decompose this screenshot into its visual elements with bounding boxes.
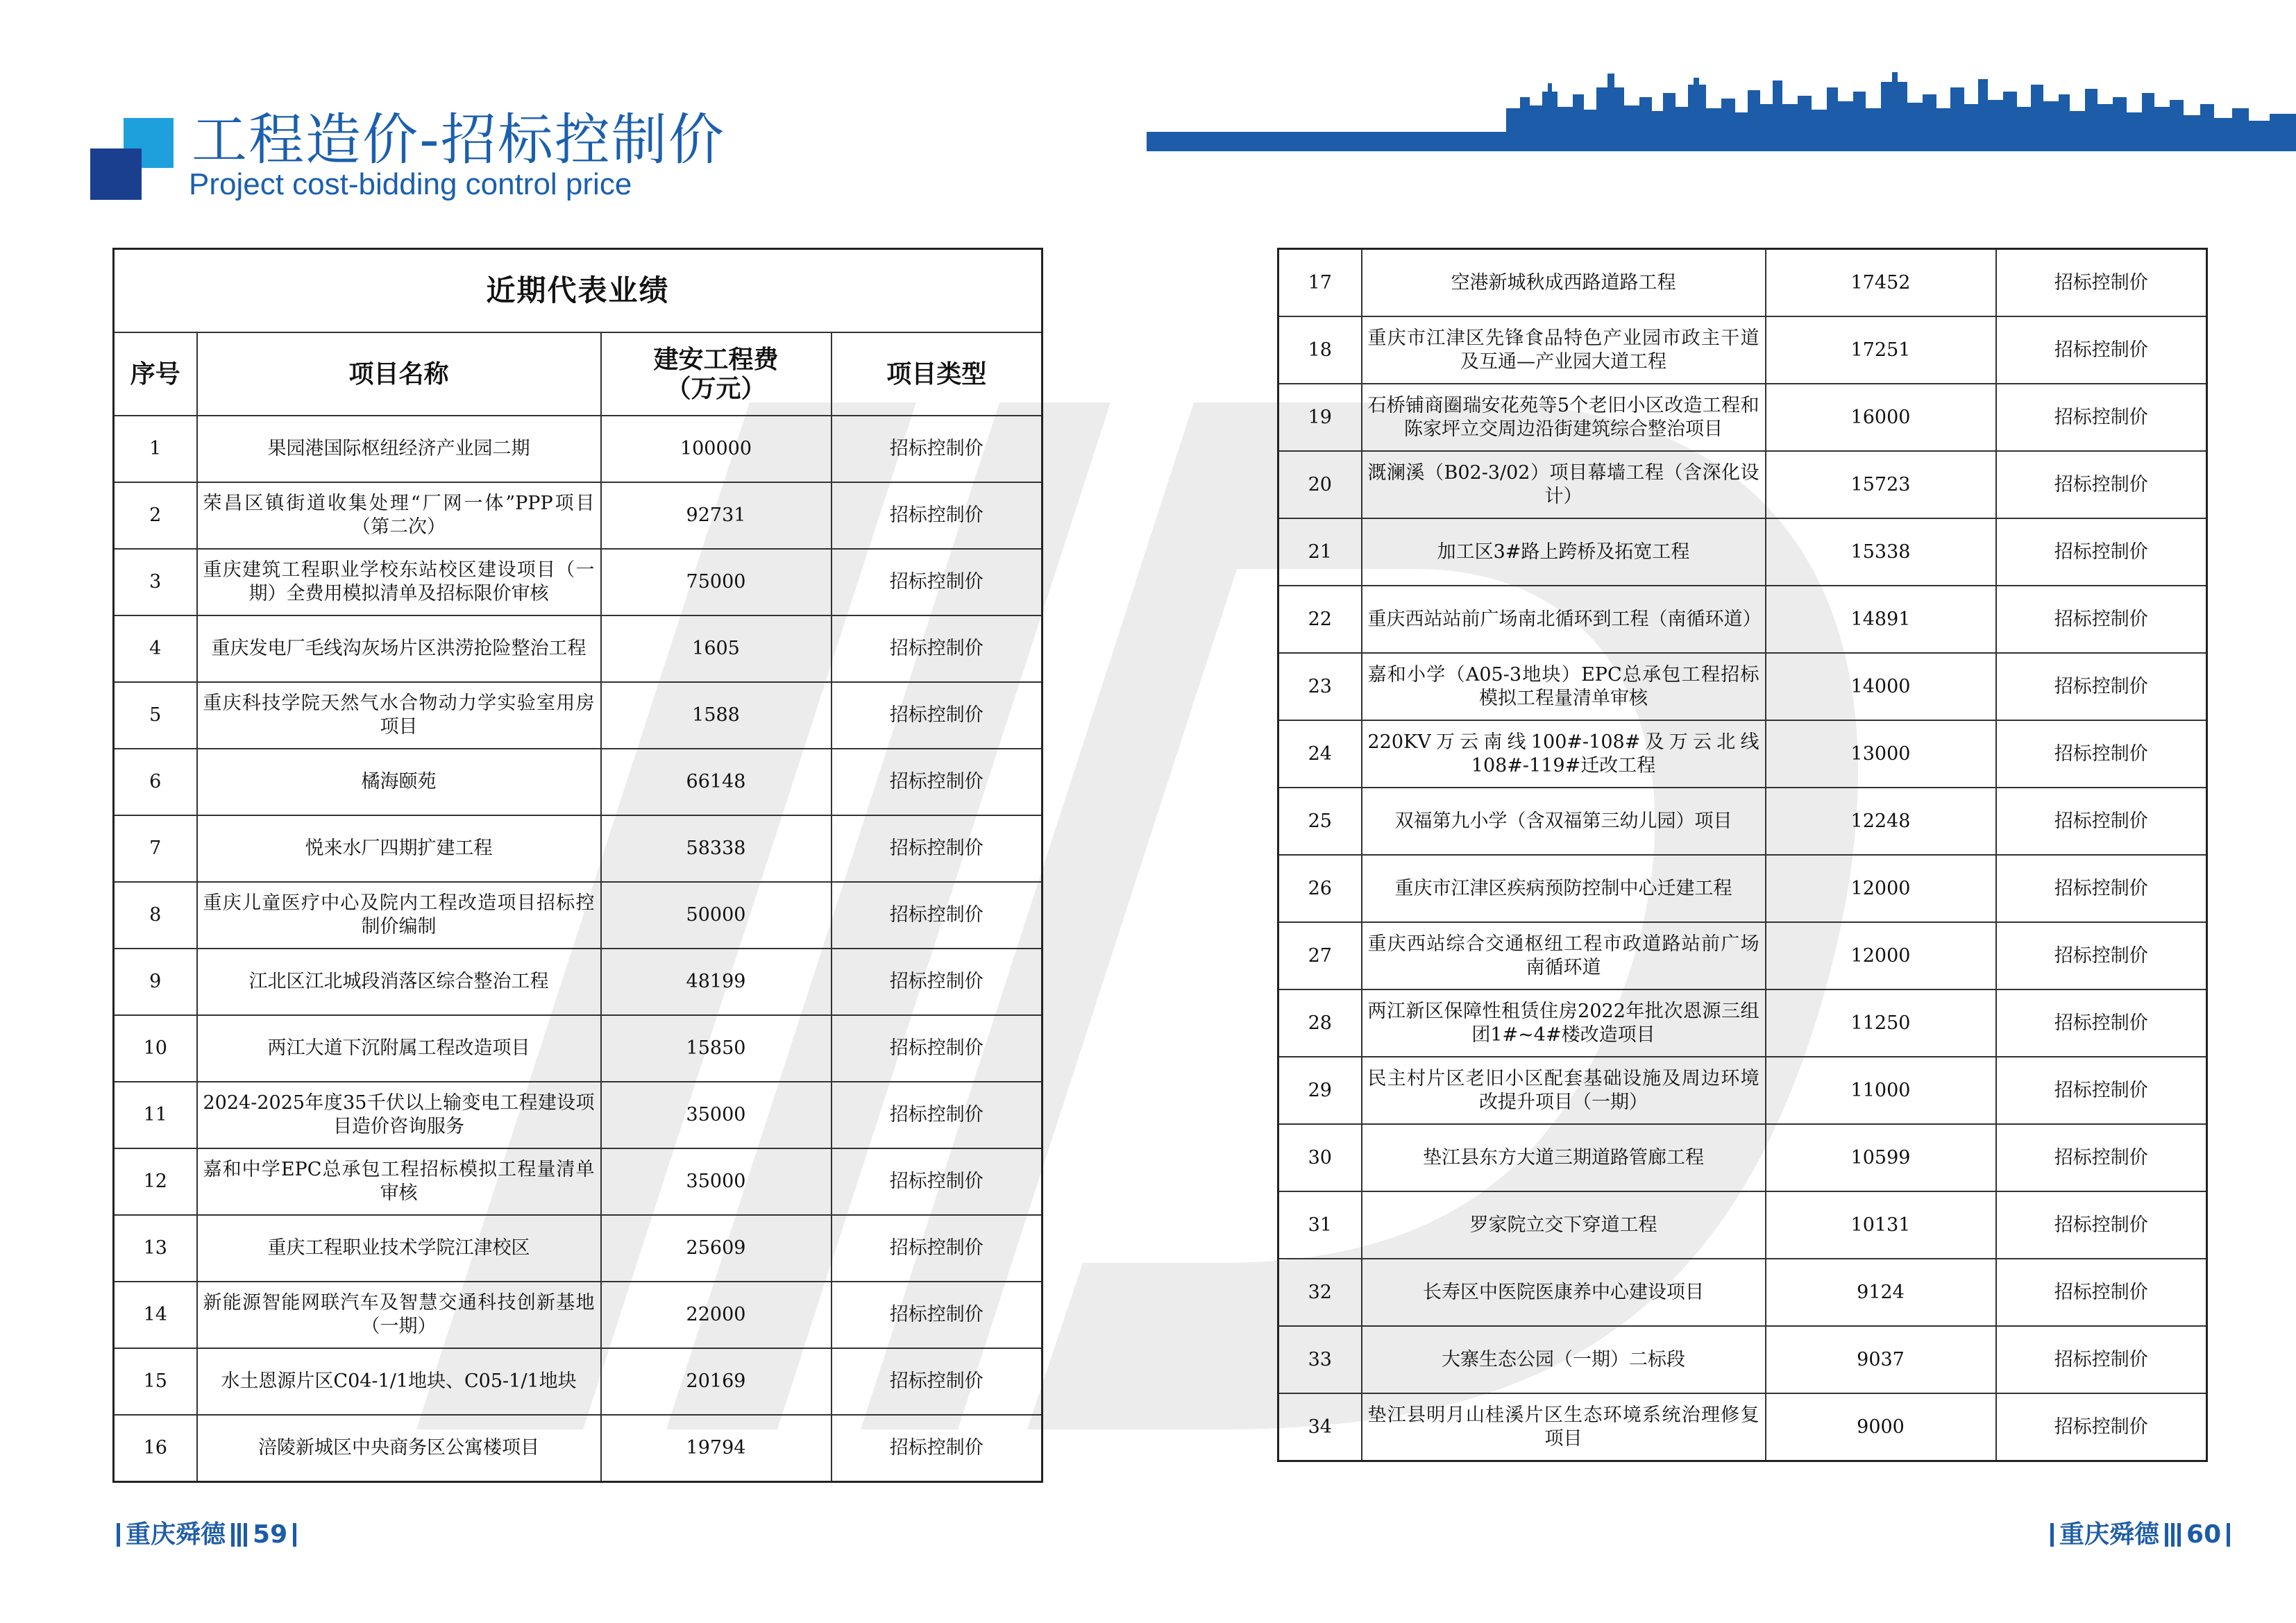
- cell-cost: 66148: [601, 749, 832, 815]
- page-number: 59: [253, 1520, 288, 1549]
- cell-name: 2024-2025年度35千伏以上输变电工程建设项目造价咨询服务: [197, 1082, 601, 1148]
- cell-cost: 9037: [1766, 1326, 1996, 1393]
- table-row: [1278, 586, 2207, 653]
- cell-cost: 11000: [1766, 1057, 1996, 1124]
- cell-cost: 1588: [601, 682, 832, 749]
- cell-type: 招标控制价: [832, 1215, 1043, 1282]
- cell-name: 两江新区保障性租赁住房2022年批次恩源三组团1#~4#楼改造项目: [1362, 989, 1766, 1057]
- cell-no: 15: [114, 1348, 197, 1415]
- cell-name: 220KV万云南线100#-108#及万云北线108#-119#迁改工程: [1362, 720, 1766, 788]
- cell-name: 果园港国际枢纽经济产业园二期: [197, 416, 601, 482]
- footer-bars-icon: [117, 1523, 120, 1547]
- table-row: [1278, 1191, 2207, 1259]
- cell-cost: 9000: [1766, 1393, 1996, 1461]
- cell-no: 2: [114, 482, 197, 549]
- cell-name: 罗家院立交下穿道工程: [1362, 1191, 1766, 1259]
- table-row: [114, 815, 1043, 882]
- cell-cost: 19794: [601, 1415, 832, 1482]
- cell-no: 26: [1278, 855, 1362, 922]
- cell-type: 招标控制价: [1996, 653, 2207, 720]
- cell-type: 招标控制价: [1996, 384, 2207, 451]
- cell-type: 招标控制价: [832, 815, 1043, 882]
- header-no: 序号: [114, 332, 197, 416]
- cell-cost: 12248: [1766, 788, 1996, 855]
- cell-no: 27: [1278, 922, 1362, 989]
- cell-name: 加工区3#路上跨桥及拓宽工程: [1362, 518, 1766, 586]
- logo-square-dark: [90, 148, 142, 200]
- table-row: [114, 482, 1043, 549]
- cell-type: 招标控制价: [832, 1082, 1043, 1148]
- cell-type: 招标控制价: [1996, 1191, 2207, 1259]
- table-body-right: [1278, 249, 2207, 1461]
- table-row: [114, 416, 1043, 482]
- footer-bars-icon: [293, 1523, 296, 1547]
- cell-name: 重庆发电厂毛线沟灰场片区洪涝抢险整治工程: [197, 615, 601, 682]
- cell-no: 31: [1278, 1191, 1362, 1259]
- cell-cost: 20169: [601, 1348, 832, 1415]
- cell-type: 招标控制价: [832, 1015, 1043, 1082]
- cell-type: 招标控制价: [1996, 788, 2207, 855]
- table-row: [114, 1215, 1043, 1282]
- cell-no: 4: [114, 615, 197, 682]
- cell-type: 招标控制价: [1996, 586, 2207, 653]
- cell-no: 21: [1278, 518, 1362, 586]
- cell-cost: 22000: [601, 1282, 832, 1348]
- table-row: [114, 1415, 1043, 1482]
- page-subtitle: Project cost-bidding control price: [189, 167, 632, 201]
- cell-cost: 12000: [1766, 922, 1996, 989]
- table-row: [1278, 653, 2207, 720]
- cell-no: 13: [114, 1215, 197, 1282]
- cell-type: 招标控制价: [1996, 1259, 2207, 1326]
- cell-type: 招标控制价: [1996, 249, 2207, 317]
- cell-cost: 50000: [601, 882, 832, 949]
- footer-left: [111, 1520, 302, 1550]
- table-row: [1278, 316, 2207, 384]
- cell-cost: 15850: [601, 1015, 832, 1082]
- cell-type: 招标控制价: [832, 949, 1043, 1015]
- cell-no: 23: [1278, 653, 1362, 720]
- cell-no: 32: [1278, 1259, 1362, 1326]
- table-row: [1278, 384, 2207, 451]
- table-body-left: [114, 416, 1043, 1482]
- skyline-graphic: [1506, 67, 2296, 136]
- cell-name: 民主村片区老旧小区配套基础设施及周边环境改提升项目（一期）: [1362, 1057, 1766, 1124]
- cell-name: 石桥铺商圈瑞安花苑等5个老旧小区改造工程和陈家坪立交周边沿街建筑综合整治项目: [1362, 384, 1766, 451]
- cell-cost: 16000: [1766, 384, 1996, 451]
- table-row: [114, 882, 1043, 949]
- cell-cost: 25609: [601, 1215, 832, 1282]
- cell-cost: 12000: [1766, 855, 1996, 922]
- table-row: [114, 1082, 1043, 1148]
- cell-name: 涪陵新城区中央商务区公寓楼项目: [197, 1415, 601, 1482]
- table-row: [114, 1348, 1043, 1415]
- table-row: [1278, 1393, 2207, 1461]
- cell-type: 招标控制价: [832, 749, 1043, 815]
- cell-name: 悦来水厂四期扩建工程: [197, 815, 601, 882]
- performance-table-left: [112, 248, 1043, 1483]
- cell-type: 招标控制价: [1996, 518, 2207, 586]
- table-row: [1278, 1124, 2207, 1191]
- cell-name: 江北区江北城段消落区综合整治工程: [197, 949, 601, 1015]
- cell-cost: 13000: [1766, 720, 1996, 788]
- footer-bars-icon: [2227, 1523, 2230, 1547]
- cell-type: 招标控制价: [832, 882, 1043, 949]
- cell-name: 双福第九小学（含双福第三幼儿园）项目: [1362, 788, 1766, 855]
- cell-type: 招标控制价: [1996, 316, 2207, 384]
- cell-type: 招标控制价: [1996, 1124, 2207, 1191]
- table-row: [1278, 1057, 2207, 1124]
- cell-name: 长寿区中医院医康养中心建设项目: [1362, 1259, 1766, 1326]
- table-row: [1278, 720, 2207, 788]
- footer-company: 重庆舜德: [2059, 1520, 2160, 1549]
- table-row: [114, 1282, 1043, 1348]
- table-row: [1278, 855, 2207, 922]
- cell-type: 招标控制价: [832, 549, 1043, 615]
- cell-cost: 92731: [601, 482, 832, 549]
- cell-cost: 58338: [601, 815, 832, 882]
- cell-name: 溉澜溪（B02-3/02）项目幕墙工程（含深化设计）: [1362, 451, 1766, 518]
- footer-bars-icon: [231, 1523, 247, 1547]
- cell-cost: 11250: [1766, 989, 1996, 1057]
- cell-name: 水土恩源片区C04-1/1地块、C05-1/1地块: [197, 1348, 601, 1415]
- cell-no: 22: [1278, 586, 1362, 653]
- cell-no: 16: [114, 1415, 197, 1482]
- cell-no: 24: [1278, 720, 1362, 788]
- cell-no: 19: [1278, 384, 1362, 451]
- cell-name: 重庆西站综合交通枢纽工程市政道路站前广场南循环道: [1362, 922, 1766, 989]
- cell-no: 9: [114, 949, 197, 1015]
- table-row: [1278, 788, 2207, 855]
- cell-no: 10: [114, 1015, 197, 1082]
- cell-name: 重庆工程职业技术学院江津校区: [197, 1215, 601, 1282]
- cell-no: 7: [114, 815, 197, 882]
- cell-type: 招标控制价: [1996, 855, 2207, 922]
- cell-type: 招标控制价: [832, 482, 1043, 549]
- cell-no: 11: [114, 1082, 197, 1148]
- cell-no: 17: [1278, 249, 1362, 317]
- cell-name: 荣昌区镇街道收集处理“厂网一体”PPP项目（第二次）: [197, 482, 601, 549]
- cell-no: 1: [114, 416, 197, 482]
- table-row: [114, 549, 1043, 615]
- cell-name: 嘉和小学（A05-3地块）EPC总承包工程招标模拟工程量清单审核: [1362, 653, 1766, 720]
- cell-cost: 17452: [1766, 249, 1996, 317]
- cell-no: 3: [114, 549, 197, 615]
- cell-name: 重庆科技学院天然气水合物动力学实验室用房项目: [197, 682, 601, 749]
- cell-type: 招标控制价: [1996, 922, 2207, 989]
- cell-no: 8: [114, 882, 197, 949]
- cell-type: 招标控制价: [832, 1348, 1043, 1415]
- table-row: [114, 949, 1043, 1015]
- cell-cost: 15723: [1766, 451, 1996, 518]
- footer-bars-icon: [2165, 1523, 2181, 1547]
- cell-name: 大寨生态公园（一期）二标段: [1362, 1326, 1766, 1393]
- cell-no: 33: [1278, 1326, 1362, 1393]
- cell-cost: 15338: [1766, 518, 1996, 586]
- footer-company: 重庆舜德: [126, 1520, 226, 1549]
- cell-no: 34: [1278, 1393, 1362, 1461]
- cell-type: 招标控制价: [1996, 451, 2207, 518]
- cell-name: 垫江县东方大道三期道路管廊工程: [1362, 1124, 1766, 1191]
- table-row: [114, 1148, 1043, 1215]
- table-row: [1278, 922, 2207, 989]
- header-type: 项目类型: [832, 332, 1043, 416]
- cell-name: 垫江县明月山桂溪片区生态环境系统治理修复项目: [1362, 1393, 1766, 1461]
- table-row: [114, 1015, 1043, 1082]
- cell-cost: 17251: [1766, 316, 1996, 384]
- cell-cost: 9124: [1766, 1259, 1996, 1326]
- cell-type: 招标控制价: [832, 1282, 1043, 1348]
- cell-cost: 100000: [601, 416, 832, 482]
- cell-no: 25: [1278, 788, 1362, 855]
- cell-name: 嘉和中学EPC总承包工程招标模拟工程量清单审核: [197, 1148, 601, 1215]
- cell-name: 重庆西站站前广场南北循环到工程（南循环道）: [1362, 586, 1766, 653]
- table-row: [1278, 249, 2207, 317]
- table-row: [114, 615, 1043, 682]
- table-row: [1278, 518, 2207, 586]
- table-row: [114, 749, 1043, 815]
- cell-type: 招标控制价: [832, 1415, 1043, 1482]
- cell-name: 两江大道下沉附属工程改造项目: [197, 1015, 601, 1082]
- cell-no: 20: [1278, 451, 1362, 518]
- table-row: [1278, 989, 2207, 1057]
- table-row: [1278, 451, 2207, 518]
- cell-type: 招标控制价: [832, 615, 1043, 682]
- cell-cost: 10599: [1766, 1124, 1996, 1191]
- cell-name: 橘海颐苑: [197, 749, 601, 815]
- cell-name: 空港新城秋成西路道路工程: [1362, 249, 1766, 317]
- cell-cost: 75000: [601, 549, 832, 615]
- cell-cost: 14000: [1766, 653, 1996, 720]
- cell-no: 18: [1278, 316, 1362, 384]
- cell-no: 6: [114, 749, 197, 815]
- table-row: [1278, 1326, 2207, 1393]
- header-cost: 建安工程费 （万元）: [601, 332, 832, 416]
- cell-type: 招标控制价: [832, 682, 1043, 749]
- cell-name: 重庆建筑工程职业学校东站校区建设项目（一期）全费用模拟清单及招标限价审核: [197, 549, 601, 615]
- cell-no: 14: [114, 1282, 197, 1348]
- footer-right: [2045, 1520, 2236, 1550]
- cell-type: 招标控制价: [1996, 1393, 2207, 1461]
- cell-cost: 48199: [601, 949, 832, 1015]
- cell-no: 28: [1278, 989, 1362, 1057]
- cell-no: 30: [1278, 1124, 1362, 1191]
- cell-type: 招标控制价: [832, 1148, 1043, 1215]
- table-caption: 近期代表业绩: [114, 249, 1043, 333]
- table-row: [114, 682, 1043, 749]
- cell-type: 招标控制价: [1996, 989, 2207, 1057]
- cell-no: 5: [114, 682, 197, 749]
- footer-bars-icon: [2050, 1523, 2054, 1547]
- cell-type: 招标控制价: [1996, 1326, 2207, 1393]
- page-number: 60: [2186, 1520, 2222, 1549]
- cell-cost: 35000: [601, 1082, 832, 1148]
- cell-cost: 35000: [601, 1148, 832, 1215]
- cell-type: 招标控制价: [1996, 720, 2207, 788]
- cell-type: 招标控制价: [1996, 1057, 2207, 1124]
- table-row: [1278, 1259, 2207, 1326]
- cell-name: 重庆儿童医疗中心及院内工程改造项目招标控制价编制: [197, 882, 601, 949]
- cell-cost: 1605: [601, 615, 832, 682]
- header-name: 项目名称: [197, 332, 601, 416]
- page-title: 工程造价-招标控制价: [192, 108, 725, 172]
- cell-name: 新能源智能网联汽车及智慧交通科技创新基地（一期）: [197, 1282, 601, 1348]
- cell-name: 重庆市江津区先锋食品特色产业园市政主干道及互通—产业园大道工程: [1362, 316, 1766, 384]
- cell-name: 重庆市江津区疾病预防控制中心迁建工程: [1362, 855, 1766, 922]
- cell-cost: 10131: [1766, 1191, 1996, 1259]
- cell-cost: 14891: [1766, 586, 1996, 653]
- cell-no: 12: [114, 1148, 197, 1215]
- cell-type: 招标控制价: [832, 416, 1043, 482]
- performance-table-right: [1277, 248, 2208, 1462]
- cell-no: 29: [1278, 1057, 1362, 1124]
